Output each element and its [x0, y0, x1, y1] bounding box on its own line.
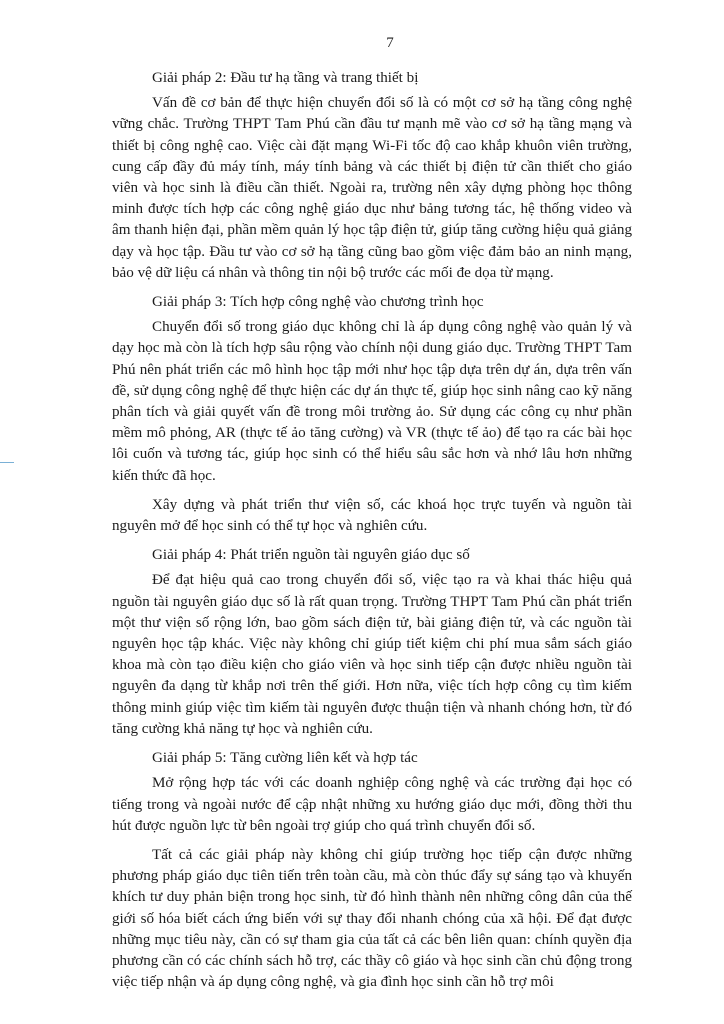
conclusion-paragraph: Tất cả các giải pháp này không chỉ giúp trường học tiếp cận được những phương pháp giáo dục tiên tiến trên toàn cầu, mà còn thúc đẩy sự sáng tạo và khuyến khích tư duy phản biện trong học sinh, từ đó hình thành nên những công dân của thế giới số hóa biết cách ứng biến với sự thay đổi nhanh chóng của xã hội. Để đạt được những mục tiêu này, cần có sự tham gia của tất cả các bên liên quan: chính quyền địa phương cần có các chính sách hỗ trợ, các thầy cô giáo và học sinh cần chủ động trong việc tiếp nhận và áp dụng công nghệ, và gia đình học sinh cần hỗ trợ môi	[112, 846, 632, 991]
solution-4-paragraph: Để đạt hiệu quả cao trong chuyển đổi số, việc tạo ra và khai thác hiệu quả nguồn tài nguyên giáo dục số là rất quan trọng. Trường THPT Tam Phú cần phát triển một thư viện số rộng lớn, bao gồm sách điện tử, bài giảng điện tử, và các nguồn tài nguyên học tập khác. Việc này không chỉ giúp tiết kiệm chi phí mua sắm sách giáo khoa mà còn tạo điều kiện cho giáo viên và học sinh tiếp cận được nhiều nguồn tài nguyên đa dạng từ khắp nơi trên thế giới. Hơn nữa, việc tích hợp công cụ tìm kiếm thông minh giúp việc tìm kiếm tài nguyên được thuận tiện và nhanh chóng hơn, từ đó tăng cường khả năng tự học và nghiên cứu.	[112, 572, 632, 737]
solution-3-paragraph-2: Xây dựng và phát triển thư viện số, các khoá học trực tuyến và nguồn tài nguyên mở để học sinh có thể tự học và nghiên cứu.	[112, 496, 632, 535]
margin-mark	[0, 462, 14, 463]
solution-4-heading: Giải pháp 4: Phát triển nguồn tài nguyên giáo dục số	[152, 547, 470, 564]
solution-3-heading: Giải pháp 3: Tích hợp công nghệ vào chương trình học	[152, 294, 484, 311]
solution-2-heading: Giải pháp 2: Đầu tư hạ tầng và trang thiết bị	[152, 70, 419, 86]
solution-5-paragraph: Mở rộng hợp tác với các doanh nghiệp công nghệ và các trường đại học có tiếng trong và ngoài nước để cập nhật những xu hướng giáo dục mới, đồng thời thu hút được nguồn lực từ bên ngoài trợ giúp cho quá trình chuyển đổi số.	[112, 775, 632, 834]
page-number: 7	[386, 35, 394, 51]
solution-5-heading: Giải pháp 5: Tăng cường liên kết và hợp tác	[152, 750, 418, 767]
solution-2-paragraph: Vấn đề cơ bản để thực hiện chuyển đổi số là có một cơ sở hạ tầng công nghệ vững chắc. Trường THPT Tam Phú cần đầu tư mạnh mẽ vào cơ sở hạ tầng mạng và thiết bị công nghệ cao. Việc cài đặt mạng Wi-Fi tốc độ cao khắp khuôn viên trường, cung cấp đầy đủ máy tính, máy tính bảng và các thiết bị điện tử cần thiết cho giáo viên và học sinh là điều cần thiết. Ngoài ra, trường nên xây dựng phòng học thông minh được tích hợp các công nghệ giáo dục như bảng tương tác, hệ thống video và âm thanh hiện đại, phần mềm quản lý học tập điện tử, giúp tăng cường hiệu quả giảng dạy và học tập. Đầu tư vào cơ sở hạ tầng cũng bao gồm việc đảm bảo an ninh mạng, bảo vệ dữ liệu cá nhân và thông tin nội bộ trước các mối đe dọa từ mạng.	[112, 95, 632, 281]
solution-3-paragraph: Chuyển đổi số trong giáo dục không chỉ là áp dụng công nghệ vào quản lý và dạy học mà còn là tích hợp sâu rộng vào chính nội dung giáo dục. Trường THPT Tam Phú nên phát triển các mô hình học tập mới như học tập dựa trên dự án, dựa trên vấn đề, sử dụng công nghệ để thực hiện các dự án thực tế, giúp học sinh nâng cao kỹ năng phân tích và giải quyết vấn đề trong môi trường ảo. Sử dụng các công cụ như phần mềm mô phỏng, AR (thực tế ảo tăng cường) và VR (thực tế ảo) để tạo ra các bài học lôi cuốn và tương tác, giúp học sinh có thể hiểu sâu sắc hơn và nhớ lâu hơn những kiến thức đã học.	[112, 319, 632, 484]
